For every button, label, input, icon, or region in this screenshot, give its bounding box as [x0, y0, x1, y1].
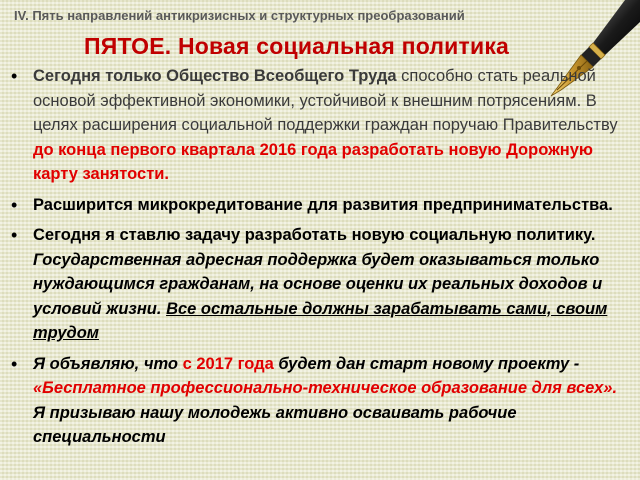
underlined-text: Все остальные должны зарабатывать сами, своим трудом: [33, 299, 608, 342]
bullet-list: [8, 64, 628, 456]
bullet-dot: •: [11, 225, 18, 245]
list-item: [8, 352, 628, 450]
slide-title: ПЯТОЕ. Новая социальная политика: [84, 33, 510, 59]
list-item: [8, 223, 628, 346]
highlight-text: до конца первого квартала 2016 года разработать новую Дорожную карту занятости.: [33, 140, 594, 183]
bullet-text: способно стать реальной основой эффективной экономики, устойчивой к внешним потрясениям. В целях расширения социальной поддержки граждан поручаю Правительству: [33, 67, 618, 134]
list-item: [8, 64, 628, 187]
bullet-text: Сегодня только Общество Всеобщего Труда: [33, 67, 397, 85]
bullet-text: Я объявляю, что: [33, 354, 183, 373]
bullet-dot: •: [11, 353, 18, 374]
bullet-text: Государственная адресная поддержка будет оказываться только нуждающимся гражданам, на основе оценки их реальных доходов и условий жизни.: [33, 250, 603, 318]
bullet-dot: •: [11, 194, 18, 215]
bullet-text: Сегодня я ставлю задачу разработать новую социальную политику.: [33, 226, 596, 244]
bullet-dot: •: [11, 66, 18, 86]
highlight-text: с 2017 года: [182, 354, 274, 373]
section-header: IV. Пять направлений антикризисных и структурных преобразований: [14, 8, 465, 23]
bullet-text: будет дан старт новому проекту -: [273, 354, 580, 373]
highlight-text: «Бесплатное профессионально-техническое образование для всех».: [33, 379, 618, 397]
bullet-text: Я призываю нашу молодежь активно осваивать рабочие специальности: [33, 403, 517, 446]
bullet-text: Расширится микрокредитование для развития предпринимательства.: [33, 195, 613, 214]
list-item: [8, 193, 628, 218]
